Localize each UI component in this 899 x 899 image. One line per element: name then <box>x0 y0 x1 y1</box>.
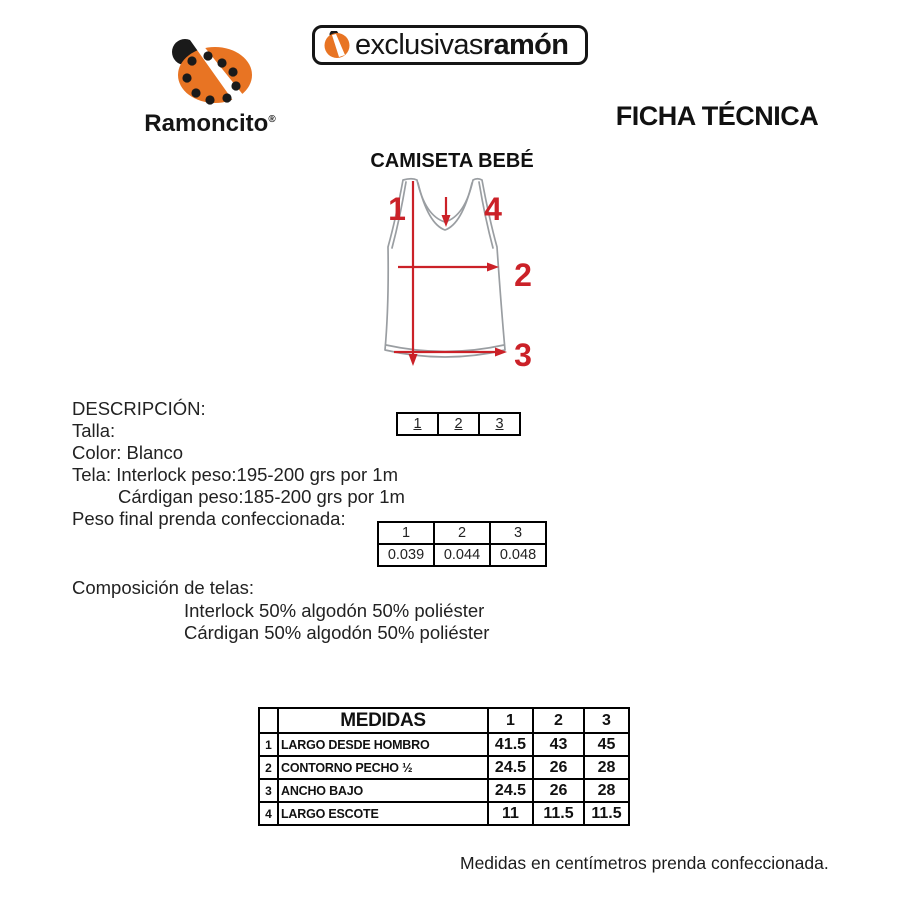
description-line: Tela: Interlock peso:195-200 grs por 1m <box>72 464 398 485</box>
composition-title: Composición de telas: <box>72 577 255 598</box>
description-line: Color: Blanco <box>72 442 184 463</box>
size-cell: 1 <box>397 413 438 435</box>
medidas-table <box>258 707 630 826</box>
description-line: Cárdigan peso:185-200 grs por 1m <box>118 486 405 507</box>
size-cell: 2 <box>434 522 490 544</box>
row-value: 41.5 <box>488 733 533 756</box>
description-line: Talla: <box>72 420 116 441</box>
measure-label-4: 4 <box>484 191 502 227</box>
composition-line: Interlock 50% algodón 50% poliéster <box>184 599 485 621</box>
footer-note: Medidas en centímetros prenda confeccionada. <box>460 853 829 873</box>
size-header-table <box>396 412 521 436</box>
row-label: LARGO ESCOTE <box>278 802 488 825</box>
row-label: CONTORNO PECHO ½ <box>278 756 488 779</box>
ramon-text: ramón <box>482 28 569 61</box>
medidas-row <box>259 779 629 802</box>
medidas-row <box>259 802 629 825</box>
row-value: 26 <box>533 779 584 802</box>
row-value: 11 <box>488 802 533 825</box>
weight-cell: 0.039 <box>378 544 434 566</box>
tank-top-diagram <box>360 170 580 390</box>
measure-label-2: 2 <box>514 257 532 293</box>
empty-cell <box>259 708 278 733</box>
description-title: DESCRIPCIÓN: <box>72 398 206 419</box>
row-value: 11.5 <box>533 802 584 825</box>
description-block <box>72 398 405 530</box>
table-row <box>397 413 520 435</box>
row-value: 45 <box>584 733 629 756</box>
medidas-title-cell: MEDIDAS <box>278 708 488 733</box>
ladybug-icon <box>140 36 280 106</box>
measure-label-1: 1 <box>388 191 406 227</box>
row-value: 24.5 <box>488 779 533 802</box>
row-number: 3 <box>259 779 278 802</box>
ladybug-dot-icon <box>323 31 351 59</box>
row-number: 2 <box>259 756 278 779</box>
exclusivas-ramon-logo <box>312 25 588 65</box>
size-cell: 3 <box>490 522 546 544</box>
row-value: 28 <box>584 779 629 802</box>
description-line: Peso final prenda confeccionada: <box>72 508 346 529</box>
exclusivas-ramon-wordmark <box>355 28 569 61</box>
ramoncito-logo <box>140 36 280 137</box>
composition-line: Cárdigan 50% algodón 50% poliéster <box>184 622 490 643</box>
row-value: 28 <box>584 756 629 779</box>
medidas-row <box>259 756 629 779</box>
weight-cell: 0.048 <box>490 544 546 566</box>
page-title: FICHA TÉCNICA <box>615 101 819 131</box>
weight-cell: 0.044 <box>434 544 490 566</box>
row-number: 1 <box>259 733 278 756</box>
registered-mark: ® <box>268 114 276 125</box>
size-cell: 3 <box>479 413 520 435</box>
composition-block <box>72 577 489 645</box>
medidas-header-row <box>259 708 629 733</box>
size-cell: 2 <box>438 413 479 435</box>
ramoncito-wordmark <box>140 107 280 137</box>
row-value: 43 <box>533 733 584 756</box>
size-col-header: 2 <box>533 708 584 733</box>
medidas-row <box>259 733 629 756</box>
size-col-header: 3 <box>584 708 629 733</box>
row-number: 4 <box>259 802 278 825</box>
row-value: 11.5 <box>584 802 629 825</box>
exclusivas-text: exclusivas <box>355 28 483 61</box>
size-cell: 1 <box>378 522 434 544</box>
row-label: ANCHO BAJO <box>278 779 488 802</box>
measure-label-3: 3 <box>514 337 532 373</box>
row-value: 24.5 <box>488 756 533 779</box>
row-value: 26 <box>533 756 584 779</box>
product-title: CAMISETA BEBÉ <box>370 150 534 172</box>
row-label: LARGO DESDE HOMBRO <box>278 733 488 756</box>
table-row <box>378 544 546 566</box>
ramoncito-name-text: Ramoncito <box>144 110 269 137</box>
size-col-header: 1 <box>488 708 533 733</box>
weight-table <box>377 521 547 567</box>
table-row <box>378 522 546 544</box>
